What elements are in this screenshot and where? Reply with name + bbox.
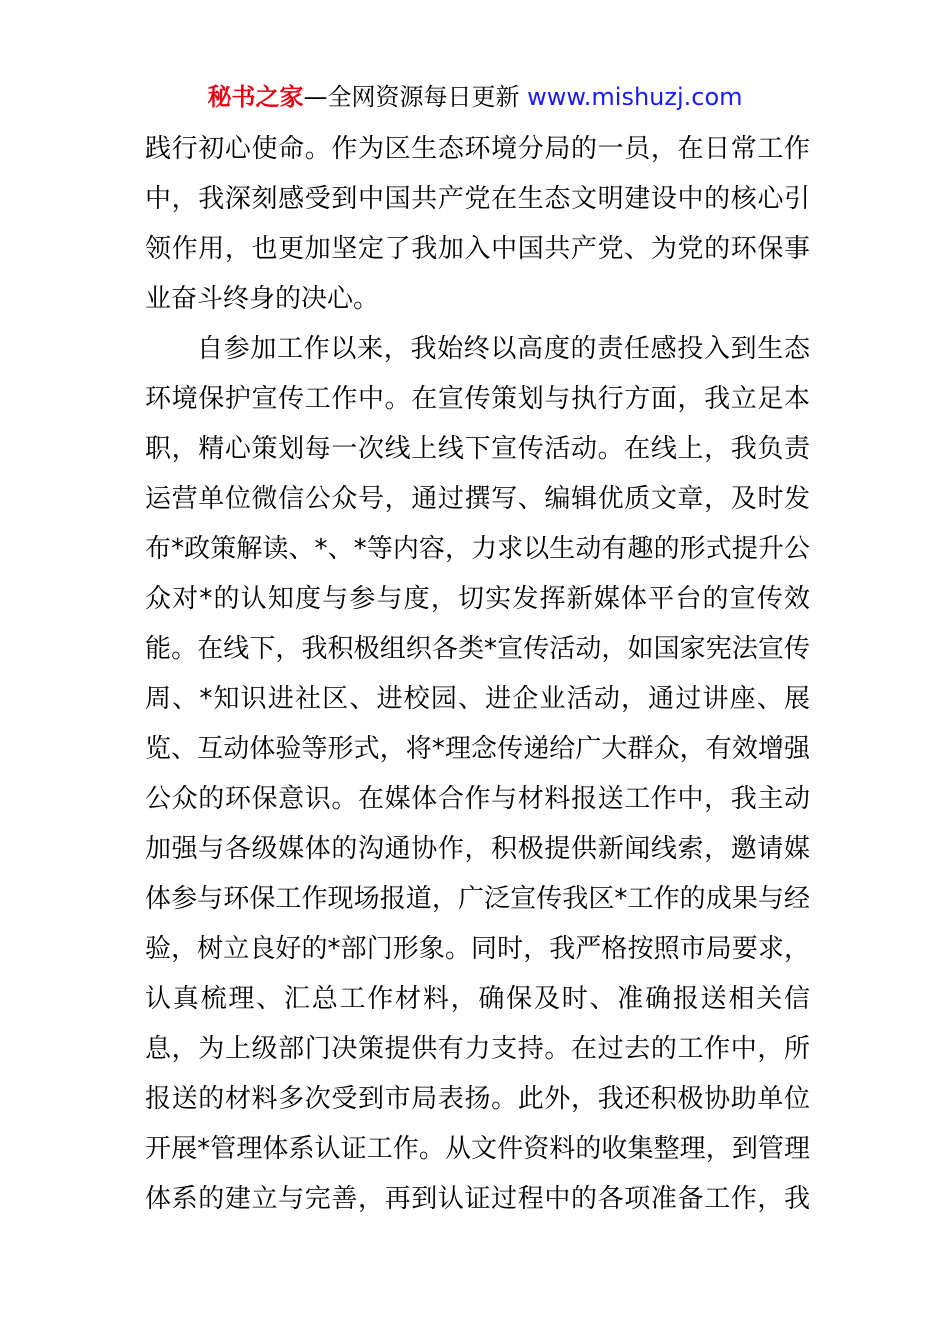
text-line: 体参与环保工作现场报道，广泛宣传我区*工作的成果与经 — [145, 884, 810, 914]
text-line: 中，我深刻感受到中国共产党在生态文明建设中的核心引 — [145, 184, 810, 214]
text-line: 运营单位微信公众号，通过撰写、编辑优质文章，及时发 — [145, 484, 810, 514]
site-brand: 秘书之家 — [207, 83, 304, 111]
text-line: 息，为上级部门决策提供有力支持。在过去的工作中，所 — [145, 1034, 810, 1064]
text-line: 能。在线下，我积极组织各类*宣传活动，如国家宪法宣传 — [145, 634, 810, 664]
text-line: 开展*管理体系认证工作。从文件资料的收集整理，到管理 — [145, 1134, 810, 1164]
paragraph-1 — [145, 124, 810, 324]
text-line: 众对*的认知度与参与度，切实发挥新媒体平台的宣传效 — [145, 584, 810, 614]
text-line: 体系的建立与完善，再到认证过程中的各项准备工作，我 — [145, 1184, 810, 1214]
text-line: 职，精心策划每一次线上线下宣传活动。在线上，我负责 — [145, 434, 810, 464]
text-line: 验，树立良好的*部门形象。同时，我严格按照市局要求， — [145, 934, 810, 964]
text-line: 环境保护宣传工作中。在宣传策划与执行方面，我立足本 — [145, 384, 810, 414]
site-url-link[interactable]: www.mishuzj.com — [527, 83, 743, 111]
text-line: 业奋斗终身的决心。 — [145, 284, 380, 314]
text-line: 践行初心使命。作为区生态环境分局的一员，在日常工作 — [145, 134, 810, 164]
text-line: 周、*知识进社区、进校园、进企业活动，通过讲座、展 — [145, 684, 810, 714]
text-line: 布*政策解读、*、*等内容，力求以生动有趣的形式提升公 — [145, 534, 810, 564]
text-line: 加强与各级媒体的沟通协作，积极提供新闻线索，邀请媒 — [145, 834, 810, 864]
site-tagline: —全网资源每日更新 — [303, 83, 528, 111]
document-body — [145, 124, 810, 1224]
text-line: 领作用，也更加坚定了我加入中国共产党、为党的环保事 — [145, 234, 810, 264]
text-line: 自参加工作以来，我始终以高度的责任感投入到生态 — [197, 334, 810, 364]
text-line: 公众的环保意识。在媒体合作与材料报送工作中，我主动 — [145, 784, 810, 814]
text-line: 认真梳理、汇总工作材料，确保及时、准确报送相关信 — [145, 984, 810, 1014]
site-header — [0, 80, 950, 114]
text-line: 报送的材料多次受到市局表扬。此外，我还积极协助单位 — [145, 1084, 810, 1114]
paragraph-2 — [145, 324, 810, 1224]
text-line: 览、互动体验等形式，将*理念传递给广大群众，有效增强 — [145, 734, 810, 764]
